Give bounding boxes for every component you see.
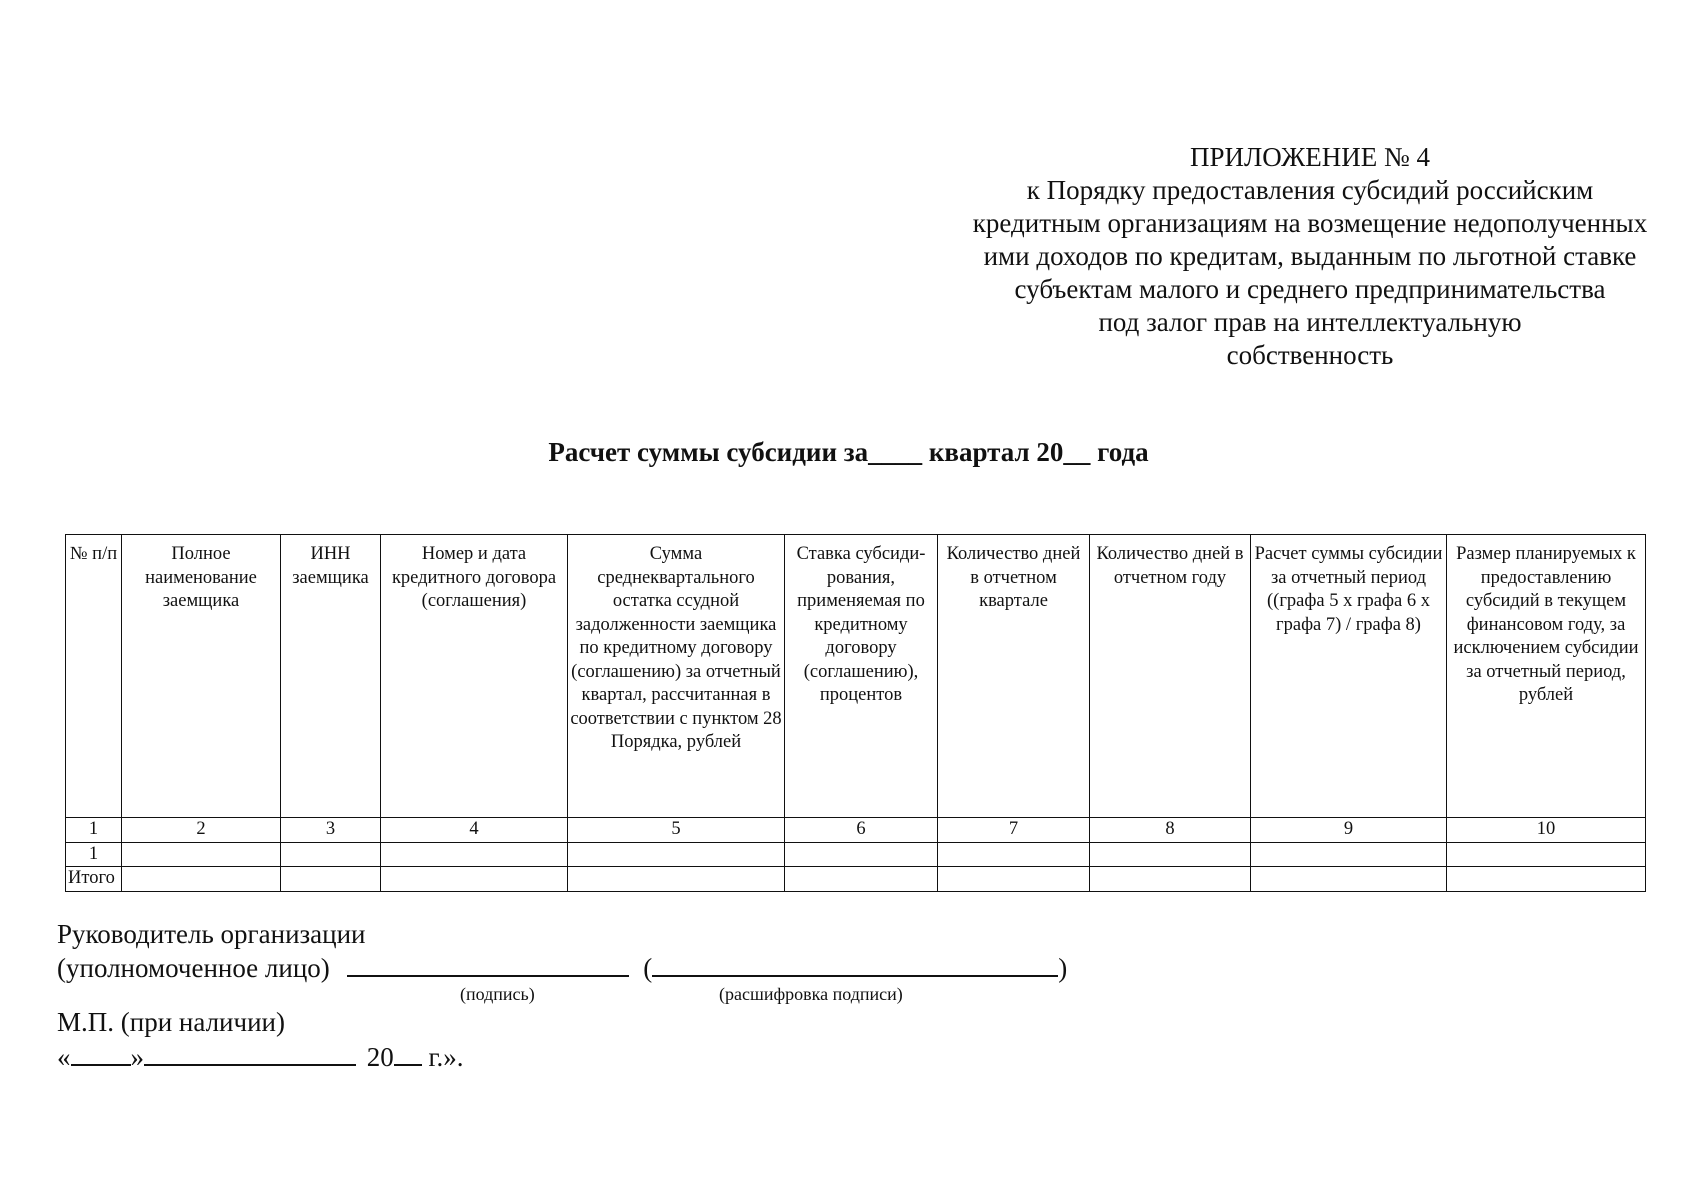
table-cell xyxy=(281,842,381,867)
signature-line-row xyxy=(57,951,1067,984)
col-header-days-year: Количество дней в отчетном году xyxy=(1090,535,1251,818)
column-number-row xyxy=(66,818,1646,843)
table-cell xyxy=(381,842,568,867)
date-row xyxy=(57,1040,464,1073)
table-cell xyxy=(568,842,785,867)
col-header-days-quarter: Количество дней в отчетном квартале xyxy=(938,535,1090,818)
column-number: 4 xyxy=(381,818,568,843)
column-number: 9 xyxy=(1251,818,1447,843)
appendix-number: ПРИЛОЖЕНИЕ № 4 xyxy=(1189,142,1431,172)
table-cell xyxy=(1251,842,1447,867)
col-header-number: № п/п xyxy=(66,535,122,818)
table-cell xyxy=(1251,867,1447,892)
col-header-inn: ИНН заемщика xyxy=(281,535,381,818)
month-blank[interactable] xyxy=(144,1040,356,1066)
table-cell xyxy=(1090,842,1251,867)
appendix-header xyxy=(900,141,1697,372)
column-number: 8 xyxy=(1090,818,1251,843)
decoding-caption: (расшифровка подписи) xyxy=(719,984,903,1004)
signature-decoding-blank[interactable] xyxy=(652,951,1058,977)
col-header-planned-subsidy: Размер планируемых к предоставлению субсидий в текущем финансовом году, за исключением субсидии за отчетный период, рублей xyxy=(1447,535,1646,818)
table-cell xyxy=(281,867,381,892)
table-cell xyxy=(1447,867,1646,892)
signature-blank[interactable] xyxy=(347,951,629,977)
column-number: 7 xyxy=(938,818,1090,843)
authorized-person-label: (уполномоченное лицо) xyxy=(57,953,330,983)
column-number: 3 xyxy=(281,818,381,843)
appendix-line: под залог прав на интеллектуальную xyxy=(1098,307,1522,337)
date-open-quote: « xyxy=(57,1042,71,1072)
table-cell xyxy=(785,842,938,867)
appendix-line: субъектам малого и среднего предпринимательства xyxy=(1014,274,1606,304)
table-cell xyxy=(381,867,568,892)
appendix-line: собственность xyxy=(1226,340,1394,370)
row-number: 1 xyxy=(66,842,122,867)
year-blank[interactable] xyxy=(394,1040,422,1066)
stamp-label: М.П. (при наличии) xyxy=(57,1007,285,1037)
appendix-line: к Порядку предоставления субсидий российским xyxy=(1026,175,1594,205)
head-of-organization-label: Руководитель организации xyxy=(57,919,366,949)
total-label: Итого xyxy=(66,867,122,892)
col-header-contract: Номер и дата кредитного договора (соглашения) xyxy=(381,535,568,818)
appendix-line: кредитным организациям на возмещение недополученных xyxy=(972,208,1648,238)
col-header-subsidy-rate: Ставка субсиди-рования, применяемая по кредитному договору (соглашению), процентов xyxy=(785,535,938,818)
col-header-subsidy-calculation: Расчет суммы субсидии за отчетный период ((графа 5 x графа 6 x графа 7) / графа 8) xyxy=(1251,535,1447,818)
open-paren: ( xyxy=(643,953,653,983)
column-number: 5 xyxy=(568,818,785,843)
col-header-borrower-name: Полное наименование заемщика xyxy=(122,535,281,818)
table-cell xyxy=(938,867,1090,892)
subsidy-calculation-table xyxy=(65,534,1646,892)
close-paren: ) xyxy=(1058,953,1068,983)
date-suffix: г.». xyxy=(428,1042,464,1072)
table-cell xyxy=(1447,842,1646,867)
table-cell xyxy=(122,842,281,867)
column-number: 6 xyxy=(785,818,938,843)
table-cell xyxy=(938,842,1090,867)
signature-caption: (подпись) xyxy=(460,984,535,1004)
column-number: 1 xyxy=(66,818,122,843)
header-row xyxy=(66,535,1646,818)
appendix-line: ими доходов по кредитам, выданным по льготной ставке xyxy=(983,241,1637,271)
day-blank[interactable] xyxy=(71,1040,131,1066)
total-row xyxy=(66,867,1646,892)
column-number: 10 xyxy=(1447,818,1646,843)
table-cell xyxy=(122,867,281,892)
date-close-quote: » xyxy=(130,1042,144,1072)
col-header-average-balance: Сумма среднеквартального остатка ссудной задолженности заемщика по кредитному договору (соглашению) за отчетный квартал, рассчитанная в соответствии с пунктом 28 Порядка, рублей xyxy=(568,535,785,818)
table-row xyxy=(66,842,1646,867)
table-cell xyxy=(568,867,785,892)
document-title: Расчет суммы субсидии за____ квартал 20__ года xyxy=(548,437,1149,467)
column-number: 2 xyxy=(122,818,281,843)
table-cell xyxy=(1090,867,1251,892)
year-prefix: 20 xyxy=(366,1042,394,1072)
table-cell xyxy=(785,867,938,892)
